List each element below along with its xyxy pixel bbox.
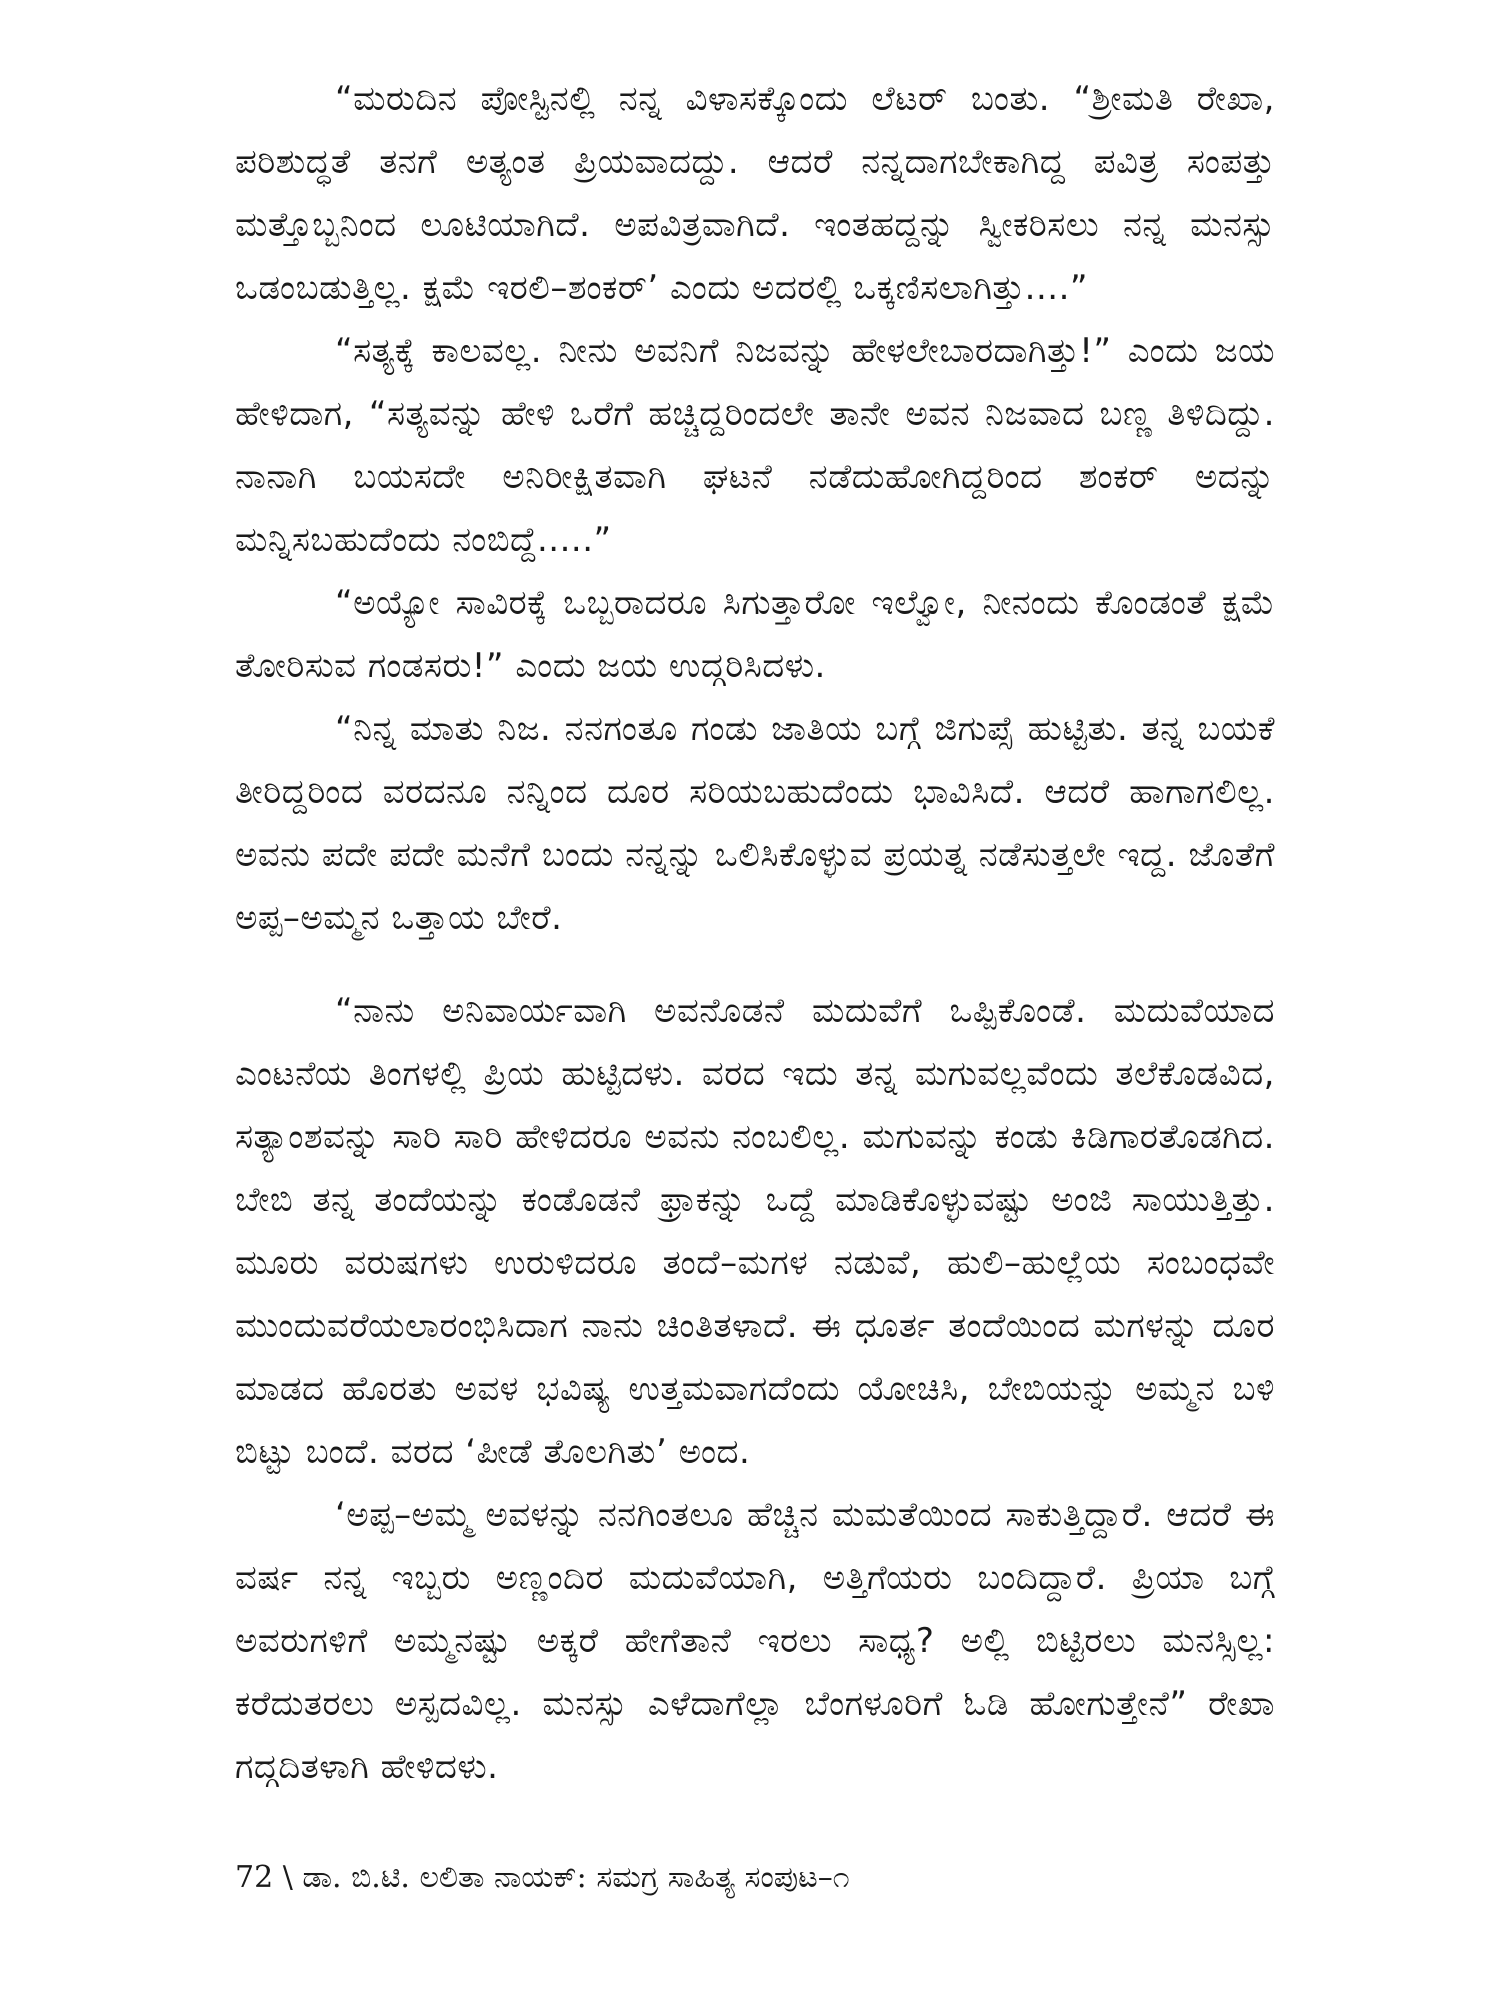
paragraph-disgust: “ನಿನ್ನ ಮಾತು ನಿಜ. ನನಗಂತೂ ಗಂಡು ಜಾತಿಯ ಬಗ್ಗೆ ಜಿಗುಪ್ಸೆ ಹುಟ್ಟಿತು. ತನ್ನ ಬಯಕೆ ತೀರಿದ್ದರಿಂದ ವರದನೂ ನನ್ನಿಂದ ದೂರ ಸರಿಯಬಹುದೆಂದು ಭಾವಿಸಿದೆ. ಆದರೆ ಹಾಗಾಗಲಿಲ್ಲ. ಅವನು ಪದೇ ಪದೇ ಮನೆಗೆ ಬಂದು ನನ್ನನ್ನು ಒಲಿಸಿಕೊಳ್ಳುವ ಪ್ರಯತ್ನ ನಡೆಸುತ್ತಲೇ ಇದ್ದ. ಜೊತೆಗೆ ಅಪ್ಪ–ಅಮ್ಮನ ಒತ್ತಾಯ ಬೇರೆ. xyxy=(235,709,1275,938)
page-footer: 72 \ ಡಾ. ಬಿ.ಟಿ. ಲಲಿತಾ ನಾಯಕ್: ಸಮಗ್ರ ಸಾಹಿತ್ಯ ಸಂಪುಟ–೧ xyxy=(235,1860,850,1895)
paragraph-parents: ‘ಅಪ್ಪ–ಅಮ್ಮ ಅವಳನ್ನು ನನಗಿಂತಲೂ ಹೆಚ್ಚಿನ ಮಮತೆಯಿಂದ ಸಾಕುತ್ತಿದ್ದಾರೆ. ಆದರೆ ಈ ವರ್ಷ ನನ್ನ ಇಬ್ಬರು ಅಣ್ಣಂದಿರ ಮದುವೆಯಾಗಿ, ಅತ್ತಿಗೆಯರು ಬಂದಿದ್ದಾರೆ. ಪ್ರಿಯಾ ಬಗ್ಗೆ ಅವರುಗಳಿಗೆ ಅಮ್ಮನಷ್ಟು ಅಕ್ಕರೆ ಹೇಗೆತಾನೆ ಇರಲು ಸಾಧ್ಯ? ಅಲ್ಲಿ ಬಿಟ್ಟಿರಲು ಮನಸ್ಸಿಲ್ಲ: ಕರೆದುತರಲು ಅಸ್ಪದವಿಲ್ಲ. ಮನಸ್ಸು ಎಳೆದಾಗೆಲ್ಲಾ ಬೆಂಗಳೂರಿಗೆ ಓಡಿ ಹೋಗುತ್ತೇನೆ” ರೇಖಾ ಗದ್ಗದಿತಳಾಗಿ ಹೇಳಿದಳು. xyxy=(235,1495,1275,1787)
paragraph-marriage: “ನಾನು ಅನಿವಾರ್ಯವಾಗಿ ಅವನೊಡನೆ ಮದುವೆಗೆ ಒಪ್ಪಿಕೊಂಡೆ. ಮದುವೆಯಾದ ಎಂಟನೆಯ ತಿಂಗಳಲ್ಲಿ ಪ್ರಿಯ ಹುಟ್ಟಿದಳು. ವರದ ಇದು ತನ್ನ ಮಗುವಲ್ಲವೆಂದು ತಲೆಕೊಡವಿದ, ಸತ್ಯಾಂಶವನ್ನು ಸಾರಿ ಸಾರಿ ಹೇಳಿದರೂ ಅವನು ನಂಬಲಿಲ್ಲ. ಮಗುವನ್ನು ಕಂಡು ಕಿಡಿಗಾರತೊಡಗಿದ. ಬೇಬಿ ತನ್ನ ತಂದೆಯನ್ನು ಕಂಡೊಡನೆ ಫ್ರಾಕನ್ನು ಒದ್ದೆ ಮಾಡಿಕೊಳ್ಳುವಷ್ಟು ಅಂಜಿ ಸಾಯುತ್ತಿತ್ತು. ಮೂರು ವರುಷಗಳು ಉರುಳಿದರೂ ತಂದೆ–ಮಗಳ ನಡುವೆ, ಹುಲಿ–ಹುಲ್ಲೆಯ ಸಂಬಂಧವೇ ಮುಂದುವರೆಯಲಾರಂಭಿಸಿದಾಗ ನಾನು ಚಿಂತಿತಳಾದೆ. ಈ ಧೂರ್ತ ತಂದೆಯಿಂದ ಮಗಳನ್ನು ದೂರ ಮಾಡದ ಹೊರತು ಅವಳ ಭವಿಷ್ಯ ಉತ್ತಮವಾಗದೆಂದು ಯೋಚಿಸಿ, ಬೇಬಿಯನ್ನು ಅಮ್ಮನ ಬಳಿ ಬಿಟ್ಟು ಬಂದೆ. ವರದ ‘ಪೀಡೆ ತೊಲಗಿತು’ ಅಂದ. xyxy=(235,991,1275,1472)
paragraph-truth: “ಸತ್ಯಕ್ಕೆ ಕಾಲವಲ್ಲ. ನೀನು ಅವನಿಗೆ ನಿಜವನ್ನು ಹೇಳಲೇಬಾರದಾಗಿತ್ತು!” ಎಂದು ಜಯ ಹೇಳಿದಾಗ, “ಸತ್ಯವನ್ನು ಹೇಳಿ ಒರೆಗೆ ಹಚ್ಚಿದ್ದರಿಂದಲೇ ತಾನೇ ಅವನ ನಿಜವಾದ ಬಣ್ಣ ತಿಳಿದಿದ್ದು. ನಾನಾಗಿ ಬಯಸದೇ ಅನಿರೀಕ್ಷಿತವಾಗಿ ಘಟನೆ ನಡೆದುಹೋಗಿದ್ದರಿಂದ ಶಂಕರ್ ಅದನ್ನು ಮನ್ನಿಸಬಹುದೆಂದು ನಂಬಿದ್ದೆ.....” xyxy=(235,331,1275,560)
paragraph-forgiveness: “ಅಯ್ಯೋ ಸಾವಿರಕ್ಕೆ ಒಬ್ಬರಾದರೂ ಸಿಗುತ್ತಾರೋ ಇಲ್ವೋ, ನೀನಂದು ಕೊಂಡಂತೆ ಕ್ಷಮೆ ತೋರಿಸುವ ಗಂಡಸರು!” ಎಂದು ಜಯ ಉದ್ಗರಿಸಿದಳು. xyxy=(235,583,1275,686)
paragraph-letter: “ಮರುದಿನ ಪೋಸ್ಟಿನಲ್ಲಿ ನನ್ನ ವಿಳಾಸಕ್ಕೊಂದು ಲೆಟರ್ ಬಂತು. “ಶ್ರೀಮತಿ ರೇಖಾ, ಪರಿಶುದ್ಧತೆ ತನಗೆ ಅತ್ಯಂತ ಪ್ರಿಯವಾದದ್ದು. ಆದರೆ ನನ್ನದಾಗಬೇಕಾಗಿದ್ದ ಪವಿತ್ರ ಸಂಪತ್ತು ಮತ್ತೊಬ್ಬನಿಂದ ಲೂಟಿಯಾಗಿದೆ. ಅಪವಿತ್ರವಾಗಿದೆ. ಇಂತಹದ್ದನ್ನು ಸ್ವೀಕರಿಸಲು ನನ್ನ ಮನಸ್ಸು ಒಡಂಬಡುತ್ತಿಲ್ಲ. ಕ್ಷಮೆ ಇರಲಿ–ಶಂಕರ್’ ಎಂದು ಅದರಲ್ಲಿ ಒಕ್ಕಣಿಸಲಾಗಿತ್ತು....” xyxy=(235,79,1275,308)
page-body-text xyxy=(235,68,1275,1799)
book-page xyxy=(235,68,1275,1948)
